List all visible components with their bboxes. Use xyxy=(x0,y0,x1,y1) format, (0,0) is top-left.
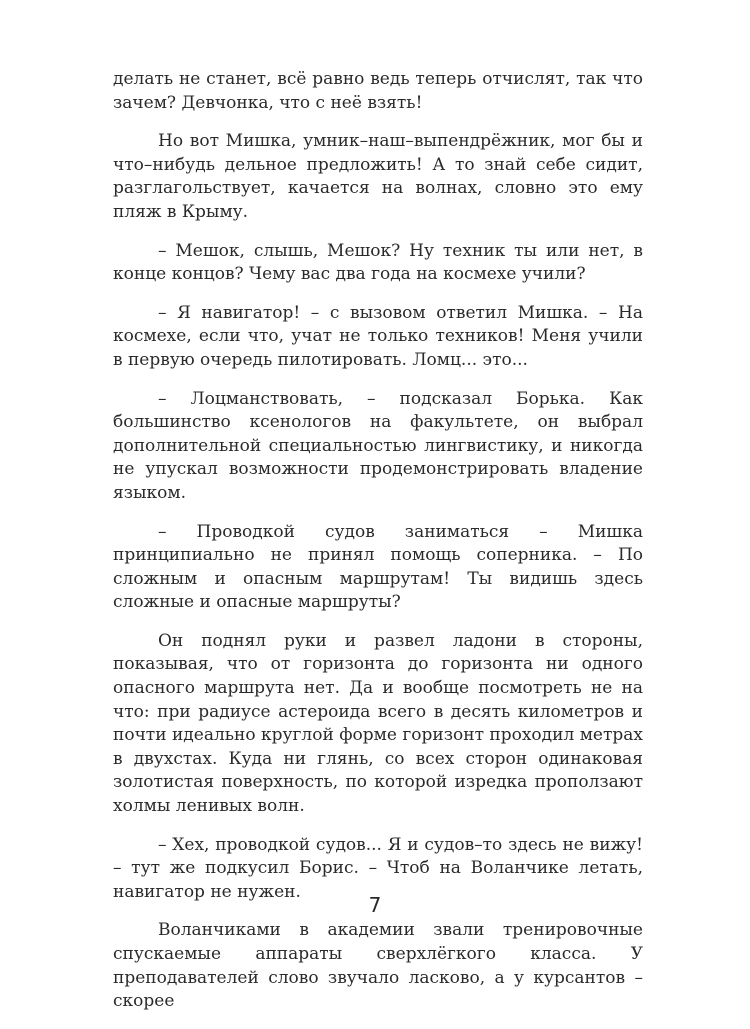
page-number: 7 xyxy=(368,893,382,917)
paragraph-9: Воланчиками в академии звали тренировочные спускаемые аппараты сверхлёгкого класса. У преподавателей слово звучало ласково, а у курсантов – скорее xyxy=(113,920,643,1012)
paragraph-4: – Я навигатор! – с вызовом ответил Мишка. – На космехе, если что, учат не только техников! Меня учили в первую очередь пилотировать. Ломц... это... xyxy=(113,302,643,370)
paragraph-8: – Хех, проводкой судов... Я и судов–то здесь не вижу! – тут же подкусил Борис. – Чтоб на Воланчике летать, навигатор не нужен. xyxy=(113,834,643,902)
paragraph-5: – Лоцманствовать, – подсказал Борька. Как большинство ксенологов на факультете, он выбрал дополнительной специальностью лингвистику, и никогда не упускал возможности продемонстрировать владение языком. xyxy=(113,388,643,503)
paragraph-6: – Проводкой судов заниматься – Мишка принципиально не принял помощь соперника. – По сложным и опасным маршрутам! Ты видишь здесь сложные и опасные маршруты? xyxy=(113,521,643,613)
paragraph-3: – Мешок, слышь, Мешок? Ну техник ты или нет, в конце концов? Чему вас два года на космехе учили? xyxy=(113,240,643,285)
paragraph-1: делать не станет, всё равно ведь теперь отчислят, так что зачем? Девчонка, что с неё взять! xyxy=(113,69,643,113)
paragraph-7: Он поднял руки и развел ладони в стороны, показывая, что от горизонта до горизонта ни одного опасного маршрута нет. Да и вообще посмотреть не на что: при радиусе астероида всего в десять километров и почти идеально круглой форме горизонт проходил метрах в двухстах. Куда ни глянь, со всех сторон одинаковая золотистая поверхность, по которой изредка проползают холмы ленивых волн. xyxy=(113,630,643,817)
paragraph-2: Но вот Мишка, умник–наш–выпендрёжник, мог бы и что–нибудь дельное предложить! А то знай себе сидит, разглагольствует, качается на волнах, словно это ему пляж в Крыму. xyxy=(113,131,643,222)
page-text xyxy=(113,68,643,1029)
